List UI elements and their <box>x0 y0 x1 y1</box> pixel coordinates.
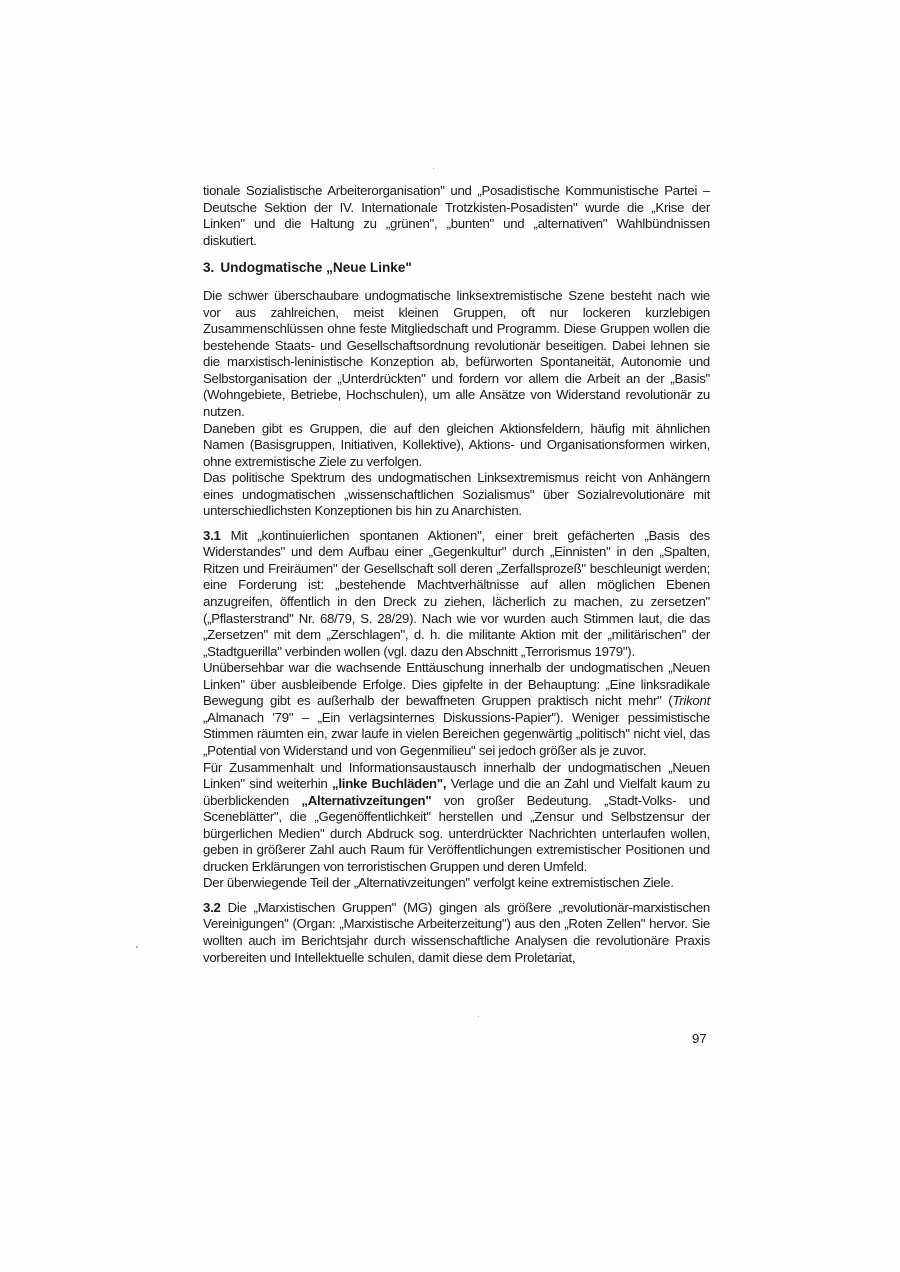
subsection-number: 3.1 <box>203 527 221 543</box>
section31-paragraph-1-text: Mit „kontinuierlichen spontanen Aktionen", einer breit gefächerten „Basis des Widerstandes" und dem Aufbau einer „Gegenkultur" durch „Einnisten" in den „Spalten, Ritzen und Freiräumen" der Gesellschaft soll deren „Zerfallsprozeß" beschleunigt werden; eine Forderung ist: „bestehende Machtverhältnisse auf allen möglichen Ebenen anzugreifen, öffentlich in den Dreck zu ziehen, lächerlich zu machen, zu zersetzen" („Pflasterstrand" Nr. 68/79, S. 28/29). Nach wie vor wurden auch Stimmen laut, die das „Zersetzen" mit dem „Zerschlagen", d. h. die militante Aktion mit der „militärischen" der „Stadtguerilla" verbinden wollen (vgl. dazu den Abschnitt „Terrorismus 1979"). <box>203 527 710 659</box>
text-run: Verlage und die an Zahl und Vielfalt kaum zu überblickenden <box>203 776 710 808</box>
text-run: von großer Bedeutung. „Stadt-Volks- und Sceneblätter", die „Gegenöffentlichkeit" herstellen und „Zensur und Selbstzensur der bürgerlichen Medien" durch Abdruck sog. unterdrückter Nachrichten unterlaufen wollen, geben in größerer Zahl auch Raum für Veröffentlichungen extremistischer Positionen und drucken Erklärungen von terroristischen Gruppen und deren Umfeld. <box>203 792 710 874</box>
section31-paragraph-1 <box>203 528 710 660</box>
text-column <box>203 183 710 966</box>
section31-paragraph-3 <box>203 760 710 876</box>
text-run: „Almanach '79" – „Ein verlagsinternes Diskussions-Papier"). Weniger pessimistische Stimmen räumten ein, zwar laufe in vielen Bereichen gegenwärtig „politisch" nicht viel, das „Potential von Widerstand und von Gegenmilieu" sei jedoch größer als je zuvor. <box>203 709 710 758</box>
intro-paragraph: tionale Sozialistische Arbeiterorganisation" und „Posadistische Kommunistische Partei – Deutsche Sektion der IV. Internationale Trotzkisten-Posadisten" wurde die „Krise der Linken" und die Haltung zu „grünen", „bunten" und „alternativen" Wahlbündnissen diskutiert. <box>203 183 710 248</box>
text-run: Unübersehbar war die wachsende Enttäuschung innerhalb der undogmatischen „Neuen Linken" über ausbleibende Erfolge. Dies gipfelte in der Behauptung: „Eine linksradikale Bewegung gibt es außerhalb der bewaffneten Gruppen praktisch nicht mehr" ( <box>203 660 710 709</box>
section32-paragraph-1-text: Die „Marxistischen Gruppen" (MG) gingen als größere „revolutionär-marxistischen Vereinigungen" (Organ: „Marxistische Arbeiterzeitung") aus den „Roten Zellen" hervor. Sie wollten auch im Berichtsjahr durch wissenschaftliche Analysen die revolutionäre Praxis vorbereiten und Intellektuelle schulen, damit diese dem Proletariat, <box>203 899 711 965</box>
section32-paragraph-1 <box>203 900 710 966</box>
scan-speck <box>433 168 434 169</box>
section3-paragraph-2: Daneben gibt es Gruppen, die auf den gleichen Aktionsfeldern, häufig mit ähnlichen Namen (Basisgruppen, Initiativen, Kollektive), Aktions- und Organisationsformen wirken, ohne extremistische Ziele zu verfolgen. <box>203 420 710 469</box>
emphasis-alternativzeitungen: „Alternativzeitungen" <box>301 792 432 808</box>
page-number: 97 <box>692 1031 707 1046</box>
section3-paragraph-3: Das politische Spektrum des undogmatischen Linksextremismus reicht von Anhängern eines undogmatischen „wissenschaftlichen Sozialismus" über Sozialrevolutionäre mit unterschiedlichsten Konzeptionen bis hin zu Anarchisten. <box>203 470 710 519</box>
section-heading-3 <box>203 259 710 276</box>
publication-name: Trikont <box>672 693 710 709</box>
section31-paragraph-4: Der überwiegende Teil der „Alternativzeitungen" verfolgt keine extremistischen Ziele. <box>203 875 674 891</box>
emphasis-buchlaeden: „linke Buchläden", <box>332 776 447 792</box>
scan-speck <box>478 1016 479 1017</box>
subsection-number: 3.2 <box>203 899 221 915</box>
section-title: Undogmatische „Neue Linke" <box>220 260 412 276</box>
scan-speck <box>136 946 138 948</box>
section-number: 3. <box>203 260 215 276</box>
text-run: Für Zusammenhalt und Informationsaustausch innerhalb der undogmatischen „Neuen Linken" sind weiterhin <box>203 759 710 792</box>
section3-paragraph-1: Die schwer überschaubare undogmatische linksextremistische Szene besteht nach wie vor aus zahlreichen, meist kleinen Gruppen, oft nur lockeren kurzlebigen Zusammenschlüssen ohne feste Mitgliedschaft und Programm. Diese Gruppen wollen die bestehende Staats- und Gesellschaftsordnung revolutionär beseitigen. Dabei lehnen sie die marxistisch-leninistische Konzeption ab, befürworten Spontaneität, Autonomie und Selbstorganisation der „Unterdrückten" und fordern vor allem die Arbeit an der „Basis" (Wohngebiete, Betriebe, Hochschulen), um alle Ansätze von Widerstand revolutionär zu nutzen. <box>203 288 710 420</box>
section31-paragraph-2 <box>203 660 710 759</box>
